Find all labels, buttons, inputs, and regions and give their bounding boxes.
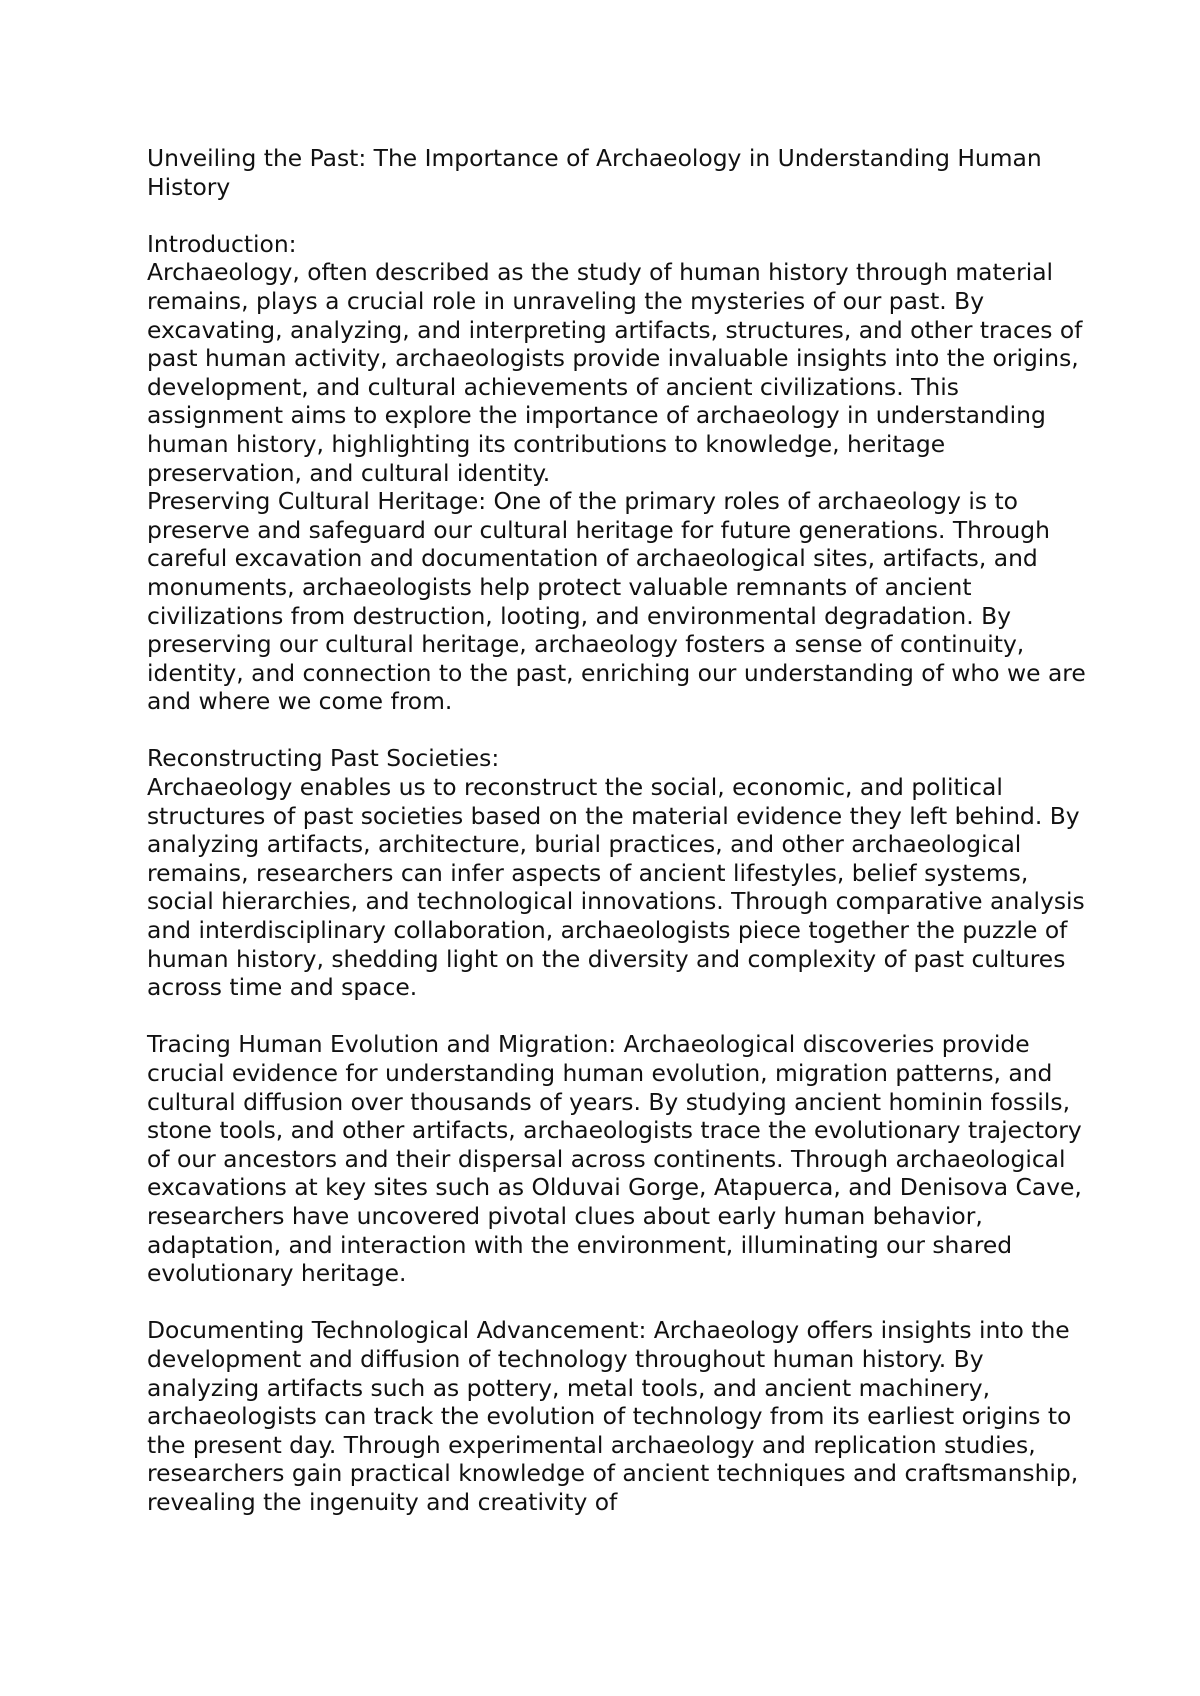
paragraph-spacer (147, 716, 1087, 745)
paragraph-spacer (147, 201, 1087, 230)
document-body (147, 144, 1087, 1517)
preserving-heritage-paragraph: Preserving Cultural Heritage: One of the primary roles of archaeology is to preserve and safeguard our cultural heritage for future generations. Through careful excavation and documentation of archaeological sites, artifacts, and monuments, archaeologists help protect valuable remnants of ancient civilizations from destruction, looting, and environmental degradation. By preserving our cultural heritage, archaeology fosters a sense of continuity, identity, and connection to the past, enriching our understanding of who we are and where we come from. (147, 487, 1086, 716)
reconstructing-heading: Reconstructing Past Societies: (147, 744, 500, 773)
intro-paragraph: Archaeology, often described as the study of human history through material remains, plays a crucial role in unraveling the mysteries of our past. By excavating, analyzing, and interpreting artifacts, structures, and other traces of past human activity, archaeologists provide invaluable insights into the origins, development, and cultural achievements of ancient civilizations. This assignment aims to explore the importance of archaeology in understanding human history, highlighting its contributions to knowledge, heritage preservation, and cultural identity. (147, 258, 1083, 487)
document-title: Unveiling the Past: The Importance of Archaeology in Understanding Human History (147, 144, 1042, 201)
documenting-technology-paragraph: Documenting Technological Advancement: Archaeology offers insights into the development and diffusion of technology throughout human history. By analyzing artifacts such as pottery, metal tools, and ancient machinery, archaeologists can track the evolution of technology from its earliest origins to the present day. Through experimental archaeology and replication studies, researchers gain practical knowledge of ancient techniques and craftsmanship, revealing the ingenuity and creativity of (147, 1316, 1079, 1516)
intro-heading: Introduction: (147, 229, 297, 258)
paragraph-spacer (147, 1288, 1087, 1317)
paragraph-spacer (147, 1002, 1087, 1031)
reconstructing-paragraph: Archaeology enables us to reconstruct the social, economic, and political structures of past societies based on the material evidence they left behind. By analyzing artifacts, architecture, burial practices, and other archaeological remains, researchers can infer aspects of ancient lifestyles, belief systems, social hierarchies, and technological innovations. Through comparative analysis and interdisciplinary collaboration, archaeologists piece together the puzzle of human history, shedding light on the diversity and complexity of past cultures across time and space. (147, 773, 1085, 1002)
tracing-evolution-paragraph: Tracing Human Evolution and Migration: Archaeological discoveries provide crucial evidence for understanding human evolution, migration patterns, and cultural diffusion over thousands of years. By studying ancient hominin fossils, stone tools, and other artifacts, archaeologists trace the evolutionary trajectory of our ancestors and their dispersal across continents. Through archaeological excavations at key sites such as Olduvai Gorge, Atapuerca, and Denisova Cave, researchers have uncovered pivotal clues about early human behavior, adaptation, and interaction with the environment, illuminating our shared evolutionary heritage. (147, 1030, 1082, 1288)
